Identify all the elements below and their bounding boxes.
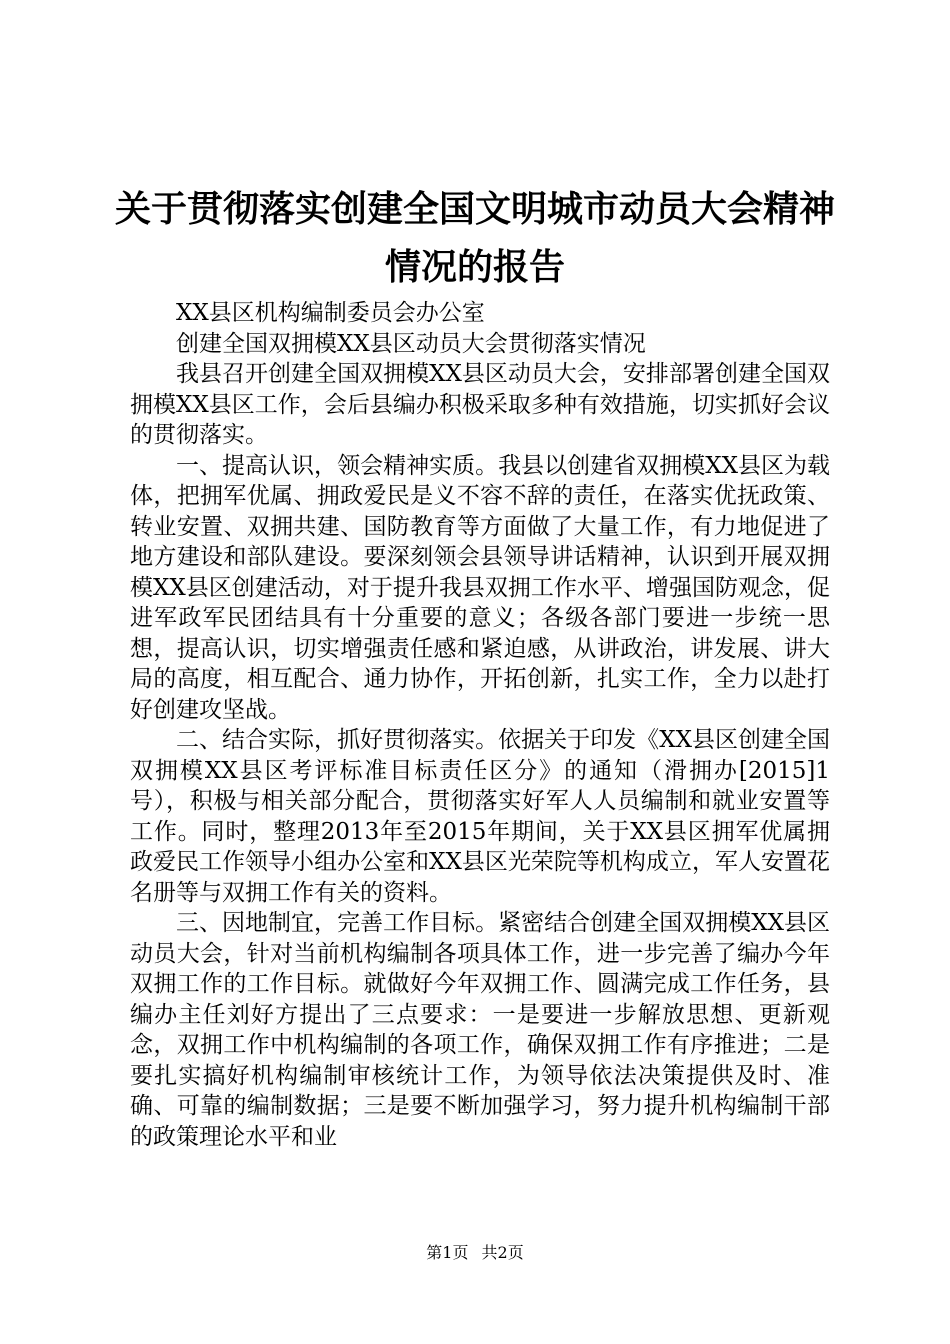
section-3-paragraph: 三、因地制宜，完善工作目标。紧密结合创建全国双拥模XX县区动员大会，针对当前机构编制各项具体工作，进一步完善了编办今年双拥工作的工作目标。就做好今年双拥工作、圆满完成工作任务，县编办主任刘好方提出了三点要求：一是要进一步解放思想、更新观念，双拥工作中机构编制的各项工作，确保双拥工作有序推进；二是要扎实搞好机构编制审核统计工作，为领导依法决策提供及时、准确、可靠的编制数据；三是要不断加强学习，努力提升机构编制干部的政策理论水平和业	[130, 910, 830, 1150]
section-1-paragraph: 一、提高认识，领会精神实质。我县以创建省双拥模XX县区为载体，把拥军优属、拥政爱民是义不容不辞的责任，在落实优抚政策、转业安置、双拥共建、国防教育等方面做了大量工作，有力地促进了地方建设和部队建设。要深刻领会县领导讲话精神，认识到开展双拥模XX县区创建活动，对于提升我县双拥工作水平、增强国防观念，促进军政军民团结具有十分重要的意义；各级各部门要进一步统一思想，提高认识，切实增强责任感和紧迫感，从讲政治，讲发展、讲大局的高度，相互配合、通力协作，开拓创新，扎实工作，全力以赴打好创建攻坚战。	[130, 452, 830, 723]
intro-paragraph: 我县召开创建全国双拥模XX县区动员大会，安排部署创建全国双拥模XX县区工作，会后县编办积极采取多种有效措施，切实抓好会议的贯彻落实。	[130, 361, 830, 448]
page-number-total: 共2页	[481, 1243, 524, 1262]
subtitle-line: 创建全国双拥模XX县区动员大会贯彻落实情况	[176, 330, 646, 357]
issuer-line: XX县区机构编制委员会办公室	[176, 300, 485, 326]
document-title-line-1: 关于贯彻落实创建全国文明城市动员大会精神	[114, 189, 835, 230]
page-footer	[0, 1243, 950, 1263]
document-body	[130, 298, 830, 1152]
page-number-current: 第1页	[426, 1243, 469, 1262]
document-title-line-2: 情况的报告	[384, 247, 565, 288]
section-2-paragraph: 二、结合实际，抓好贯彻落实。依据关于印发《XX县区创建全国双拥模XX县区考评标准目标责任区分》的通知（滑拥办[2015]1号），积极与相关部分配合，贯彻落实好军人人员编制和就业安置等工作。同时，整理2013年至2015年期间，关于XX县区拥军优属拥政爱民工作领导小组办公室和XX县区光荣院等机构成立，军人安置花名册等与双拥工作有关的资料。	[130, 727, 830, 906]
